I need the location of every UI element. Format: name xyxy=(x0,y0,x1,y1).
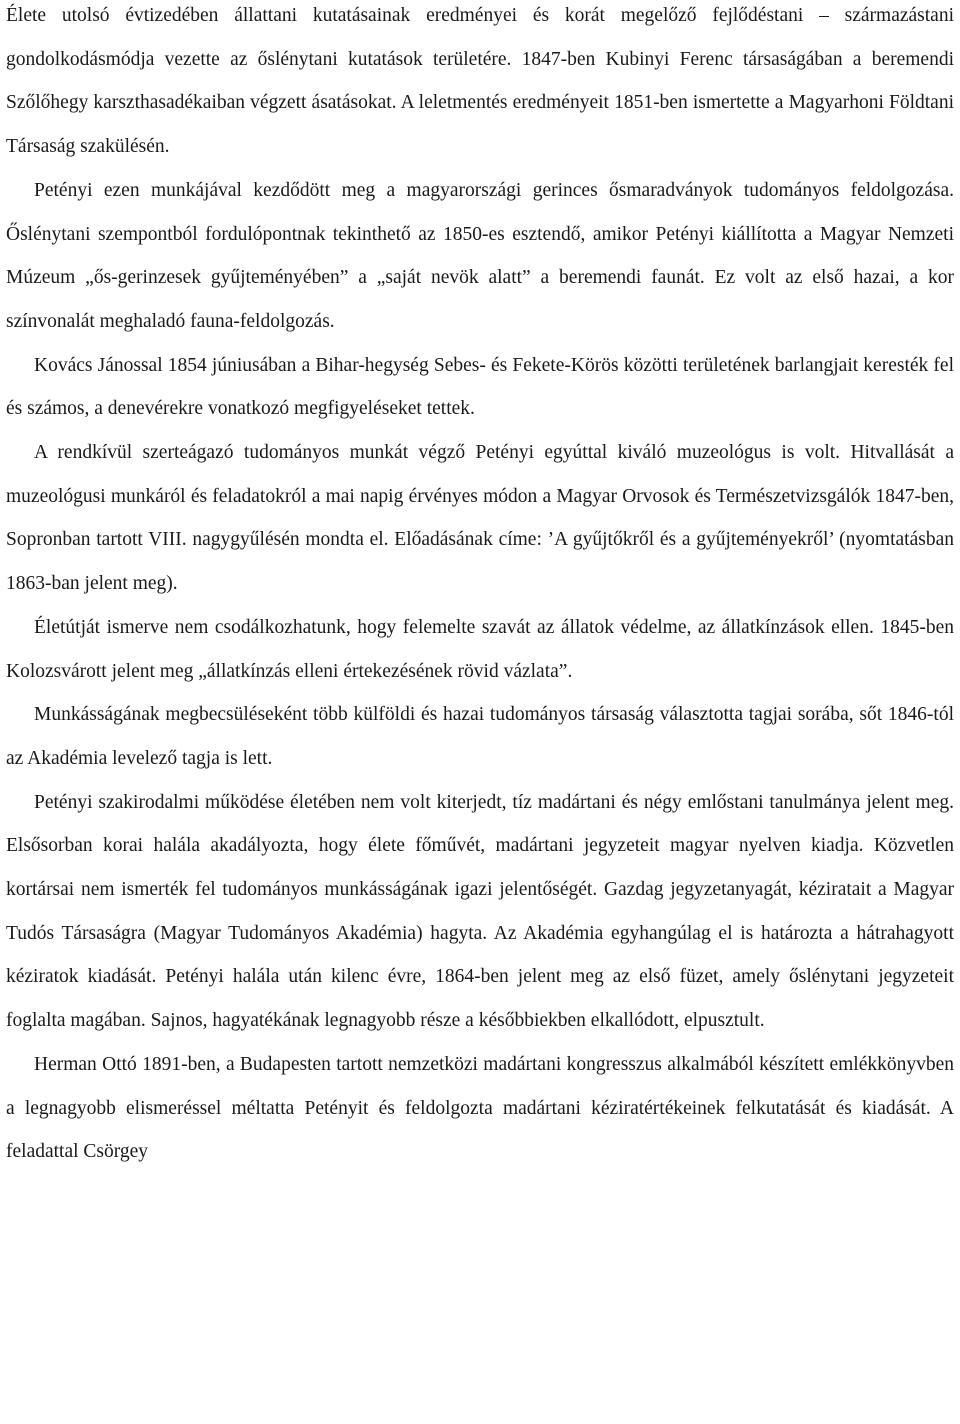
paragraph-2: Petényi ezen munkájával kezdődött meg a magyarországi gerinces ősmaradványok tudományos feldolgozása. Őslénytani szempontból fordulópontnak tekinthető az 1850-es esztendő, amikor Petényi kiállította a Magyar Nemzeti Múzeum „ős-gerinzesek gyűjteményében” a „saját nevök alatt” a beremendi faunát. Ez volt az első hazai, a kor színvonalát meghaladó fauna-feldolgozás. xyxy=(6,179,954,332)
paragraph-5: Életútját ismerve nem csodálkozhatunk, hogy felemelte szavát az állatok védelme, az állatkínzások ellen. 1845-ben Kolozsvárott jelent meg „állatkínzás elleni értekezésének rövid vázlata”. xyxy=(6,616,954,682)
paragraph-3: Kovács Jánossal 1854 júniusában a Bihar-hegység Sebes- és Fekete-Körös közötti területének barlangjait keresték fel és számos, a denevérekre vonatkozó megfigyeléseket tettek. xyxy=(6,354,954,420)
document-page xyxy=(6,0,954,1174)
paragraph-7: Petényi szakirodalmi működése életében nem volt kiterjedt, tíz madártani és négy emlőstani tanulmánya jelent meg. Elsősorban korai halála akadályozta, hogy élete főművét, madártani jegyzeteit magyar nyelven kiadja. Közvetlen kortársai nem ismerték fel tudományos munkásságának igazi jelentőségét. Gazdag jegyzetanyagát, kéziratait a Magyar Tudós Társaságra (Magyar Tudományos Akadémia) hagyta. Az Akadémia egyhangúlag el is határozta a hátrahagyott kéziratok kiadását. Petényi halála után kilenc évre, 1864-ben jelent meg az első füzet, amely őslénytani jegyzeteit foglalta magában. Sajnos, hagyatékának legnagyobb része a későbbiekben elkallódott, elpusztult. xyxy=(6,791,954,1032)
paragraph-1: Élete utolsó évtizedében állattani kutatásainak eredményei és korát megelőző fejlődéstani – származástani gondolkodásmódja vezette az őslénytani kutatások területére. 1847-ben Kubinyi Ferenc társaságában a beremendi Szőlőhegy karszthasadékaiban végzett ásatásokat. A leletmentés eredményeit 1851-ben ismertette a Magyarhoni Földtani Társaság szakülésén. xyxy=(6,5,954,158)
paragraph-8: Herman Ottó 1891-ben, a Budapesten tartott nemzetközi madártani kongresszus alkalmából készített emlékkönyvben a legnagyobb elismeréssel méltatta Petényit és feldolgozta madártani kéziratértékeinek felkutatását és kiadását. A feladattal Csörgey xyxy=(6,1053,954,1163)
paragraph-4: A rendkívül szerteágazó tudományos munkát végző Petényi egyúttal kiváló muzeológus is volt. Hitvallását a muzeológusi munkáról és feladatokról a mai napig érvényes módon a Magyar Orvosok és Természetvizsgálók 1847-ben, Sopronban tartott VIII. nagygyűlésén mondta el. Előadásának címe: ’A gyűjtőkről és a gyűjteményekről’ (nyomtatásban 1863-ban jelent meg). xyxy=(6,442,954,595)
paragraph-6: Munkásságának megbecsüléseként több külföldi és hazai tudományos társaság választotta tagjai sorába, sőt 1846-tól az Akadémia levelező tagja is lett. xyxy=(6,704,954,769)
